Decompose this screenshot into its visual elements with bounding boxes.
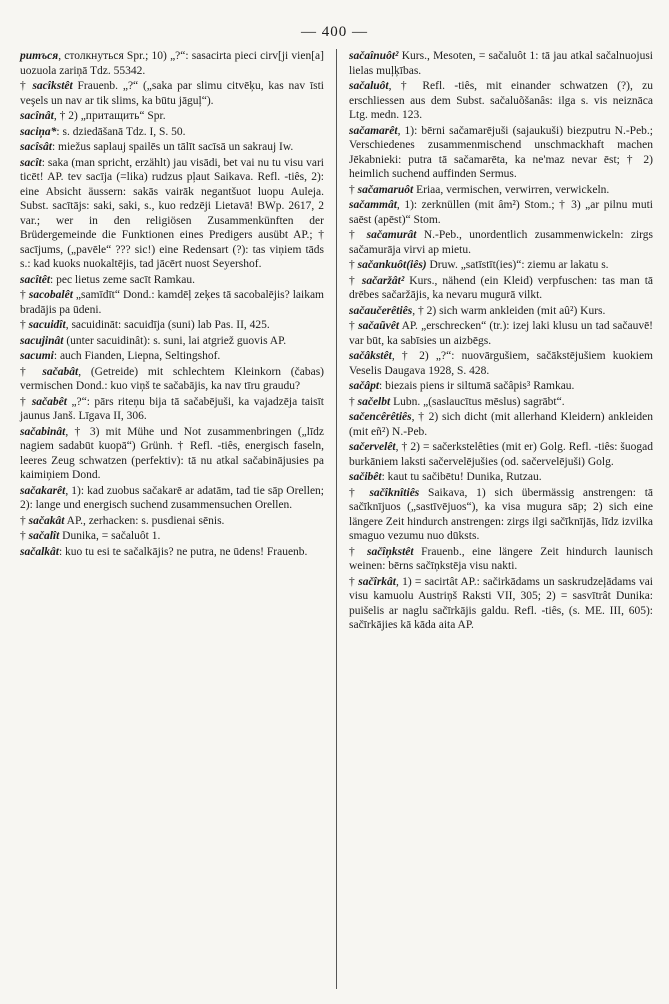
entry: sacînât, † 2) „притащить“ Spr. [20, 110, 166, 122]
headword: sačankuôt(iês) [357, 259, 427, 271]
headword: sacîtêt [20, 273, 51, 286]
headword: sacumi [20, 350, 54, 362]
headword: sačakarêt [20, 484, 66, 497]
entry: † sačîknîtiês Saikava, 1) sich übermässig anstrengen: tā sačīknījuos („sastīvējuos“), ka visa mugura sāp; 2) sich eine längere Zeit hindurch anstrengen: zirgs ilgi sačīknījās, līdz izvilka smaguo vezumu nuo dūksts. [349, 486, 654, 542]
entry: † sačîrkât, 1) = sacirtât AP.: sačirkādams un saskrudzeļādams vai visu kamuolu Austriņš Raksti VII, 305; 2) = sasvītrât Dunika: puišelis ar naglu sačīrkājis galdu. Refl. -tiês, (s. ME. III, 605): sačīrkājies kā kāda aita AP. [349, 575, 653, 631]
headword: sačamaruôt [357, 183, 414, 196]
headword: sacînât [20, 110, 54, 122]
entry: sačaluôt, † Refl. -tiês, mit einander schwatzen (?), zu erschliessen aus dem Subst. sačaluõšanâs: ilga s. vis neiznāca Ltg. medn. 123. [349, 80, 653, 121]
headword: sačaluôt [349, 80, 389, 92]
entry: sačaučerêtiês, † 2) sich warm ankleiden (mit aû²) Kurs. [349, 304, 606, 317]
entry: † sacîkstêt Frauenb. „?“ („saka par slimu citvēķu, kas nav īsti veşels un nav ar tik slims, ka būtu jāguļ“). [20, 80, 324, 107]
entry: sacîsât: miežus saplauj spailēs un tālīt sacīsā un sakrauj Iw. [20, 141, 294, 153]
headword: sačibêt [349, 471, 382, 483]
entry: † sačankuôt(iês) Druw. „satīstīt(ies)“: ziemu ar lakatu s. [349, 259, 609, 271]
headword: sačammât [349, 199, 397, 211]
headword: sačaržât² [361, 274, 405, 287]
entry: † sačakât AP., zerhacken: s. pusdienai sēnis. [20, 514, 225, 527]
entry: sačâkstêt, † 2) „?“: nuovārgušiem, sačākstējušiem kuokiem Veselis Daugava 1928, S. 428. [349, 350, 653, 377]
headword: sačalkât [20, 545, 59, 558]
headword: sačencêrêtiês [349, 411, 412, 423]
headword: sacît [20, 156, 42, 169]
entry: sacîtêt: pec lietus zeme sacīt Ramkau. [20, 273, 196, 286]
headword: sačîņkstêt [366, 545, 414, 558]
right-column [349, 49, 653, 634]
headword: sačamarêt [349, 124, 398, 137]
headword: sačaũvêt [358, 320, 400, 332]
headword: sačaînuôt² [349, 50, 399, 62]
entry: sačalkât: kuo tu esi te sačalkājis? ne putra, ne ūdens! Frauenb. [20, 545, 308, 558]
left-column [20, 49, 324, 560]
headword: sacîsât [20, 141, 52, 153]
headword: sačamurât [366, 229, 417, 241]
entry: sačamarêt, 1): bērni sačamarējuši (sajaukuši) biezputru N.-Peb.; Verschiedenes zusammenmischend unschmackhaft machen Jēkabnieki: putra tā sačamarēta, ka ne'maz nevar ēst; † 2) heimlich suchend auffinden Sermus. [349, 124, 653, 180]
entry: sačabinât, † 3) mit Mühe und Not zusammenbringen („līdz nagiem sadabūt kuopā“) Grünh. † Refl. -tiês, energisch faseln, leeres Zeug schwatzen (perfektiv): tā nu atkal sačabinājusies pa kaimiņiem Dond. [20, 425, 324, 481]
entry: sacujinât (unter sacuidinât): s. suni, lai atgriež guovis AP. [20, 334, 287, 347]
entry: † sačabât, (Getreide) mit schlechtem Kleinkorn (čabas) vermischen Dond.: kuo viņš te sačabājis, ka nav tīru graudu? [20, 365, 325, 392]
headword: ритъся [20, 50, 59, 62]
entry: sačammât, 1): zerknüllen (mit âm²) Stom.; † 3) „ar pilnu muti saēst (apēst)“ Stom. [349, 199, 653, 226]
headword: sačabât [42, 365, 79, 378]
entry: sačervelêt, † 2) = sačerkstelêties (mit er) Golg. Refl. -tiês: šuogad burkāniem laksti sačervelējušies (od. sačervelējuši) Golg. [349, 441, 653, 468]
entry: sačâpt: biezais piens ir siltumā sačâpis³ Ramkau. [349, 380, 575, 392]
headword: sačalît [28, 530, 60, 542]
entry: sacumi: auch Fianden, Liepna, Seltingshof. [20, 350, 221, 362]
entry: † sačîņkstêt Frauenb., eine längere Zeit hindurch launisch weinen: bērns sačīņkstēja visu nakti. [349, 545, 654, 572]
column-divider [336, 49, 337, 989]
headword: sačaučerêtiês [349, 304, 413, 317]
entry: saciņa*: s. dziedāšanā Tdz. I, S. 50. [20, 125, 186, 138]
headword: saciņa* [20, 125, 57, 138]
entry: sačaînuôt² Kurs., Mesoten, = sačaluôt 1: tā jau atkal sačalnuojusi lielas muļķības. [349, 50, 653, 77]
headword: sačabinât [20, 425, 66, 438]
entry: sačakarêt, 1): kad zuobus sačakarē ar adatām, tad tie sāp Orellen; 2): lange und energisch suchend zusammensuchen Orellen. [20, 484, 324, 511]
headword: sačelbt [357, 395, 391, 408]
headword: sacobalêt [28, 289, 73, 301]
entry: † sačalît Dunika, = sačaluôt 1. [20, 530, 161, 542]
entry: † sačamurât N.-Peb., unordentlich zusammenwickeln: zirgs sačamurāja virvi ap mietu. [349, 229, 654, 256]
entry: † sacuidît, sacuidināt: sacuidīja (suni) lab Pas. II, 425. [20, 319, 270, 331]
entry: sačibêt: kaut tu sačibētu! Dunika, Rutzau. [349, 471, 542, 483]
entry: ритъся, столкнуться Spr.; 10) „?“: sasacirta pieci cirv[ji vien[a] uozuola zariņā Tdz. 55342. [20, 50, 324, 77]
headword: sacujinât [20, 334, 64, 347]
headword: sacîkstêt [32, 80, 73, 92]
headword: sačâpt [349, 380, 380, 392]
headword: sačîrkât [358, 575, 396, 588]
entry: sačencêrêtiês, † 2) sich dicht (mit allerhand Kleidern) ankleiden (mit eñ²) N.-Peb. [349, 411, 653, 438]
entry: † sačamaruôt Eriaa, vermischen, verwirren, verwickeln. [349, 183, 610, 196]
entry: † sačelbt Lubn. „(saslaucītus mēslus) sagrābt“. [349, 395, 565, 408]
entry: sacît: saka (man spricht, erzählt) jau visādi, bet vai nu tu visu vari ticēt! AP. tev sacīja (=lika) rudzus pļaut Saikava. Refl. -tiês, 2): eine Absicht äussern: sakās vairāk negantšuot luopu Auleja. Subst. sacītājs: saki, saki, s., kuo redzēji Lietavā! BWp. 2617, 2 var.; wer in den religiösen Zusammenkünften der Brüdergemeinde die Funktionen eines Predigers ausübt AP.; † sacījums, („pavēle“ ??? sic!) eine Redensart (?): tas viņiem tāds s.: kad kuoks nuokaltējis, tad jācērt nuost Seyershof. [20, 156, 324, 270]
headword: sačakât [28, 514, 65, 527]
headword: sačâkstêt [349, 350, 392, 362]
page-number: — 400 — [301, 24, 368, 40]
headword: sačervelêt [349, 441, 396, 453]
headword: sačabêt [31, 395, 67, 408]
entry: † sačaržât² Kurs., nähend (ein Kleid) verpfuschen: tas man tā drēbes sačaržājis, ka nevaru mugurā vilkt. [349, 274, 653, 301]
entry: † sačaũvêt AP. „erschrecken“ (tr.): izej laki klusu un tad sačauvē! var būt, ka sabīsies un aizbēgs. [349, 320, 653, 347]
headword: sačîknîtiês [369, 486, 420, 499]
headword: sacuidît [28, 319, 66, 331]
entry: † sačabêt „?“: pārs riteņu bija tā sačabējuši, ka vajadzēja taisīt jaunus Janš. Līgava II, 306. [20, 395, 325, 422]
entry: † sacobalêt „samīdīt“ Dond.: kamdēļ zeķes tā sacobalējis? laikam bradājis pa ūdeni. [20, 289, 325, 316]
